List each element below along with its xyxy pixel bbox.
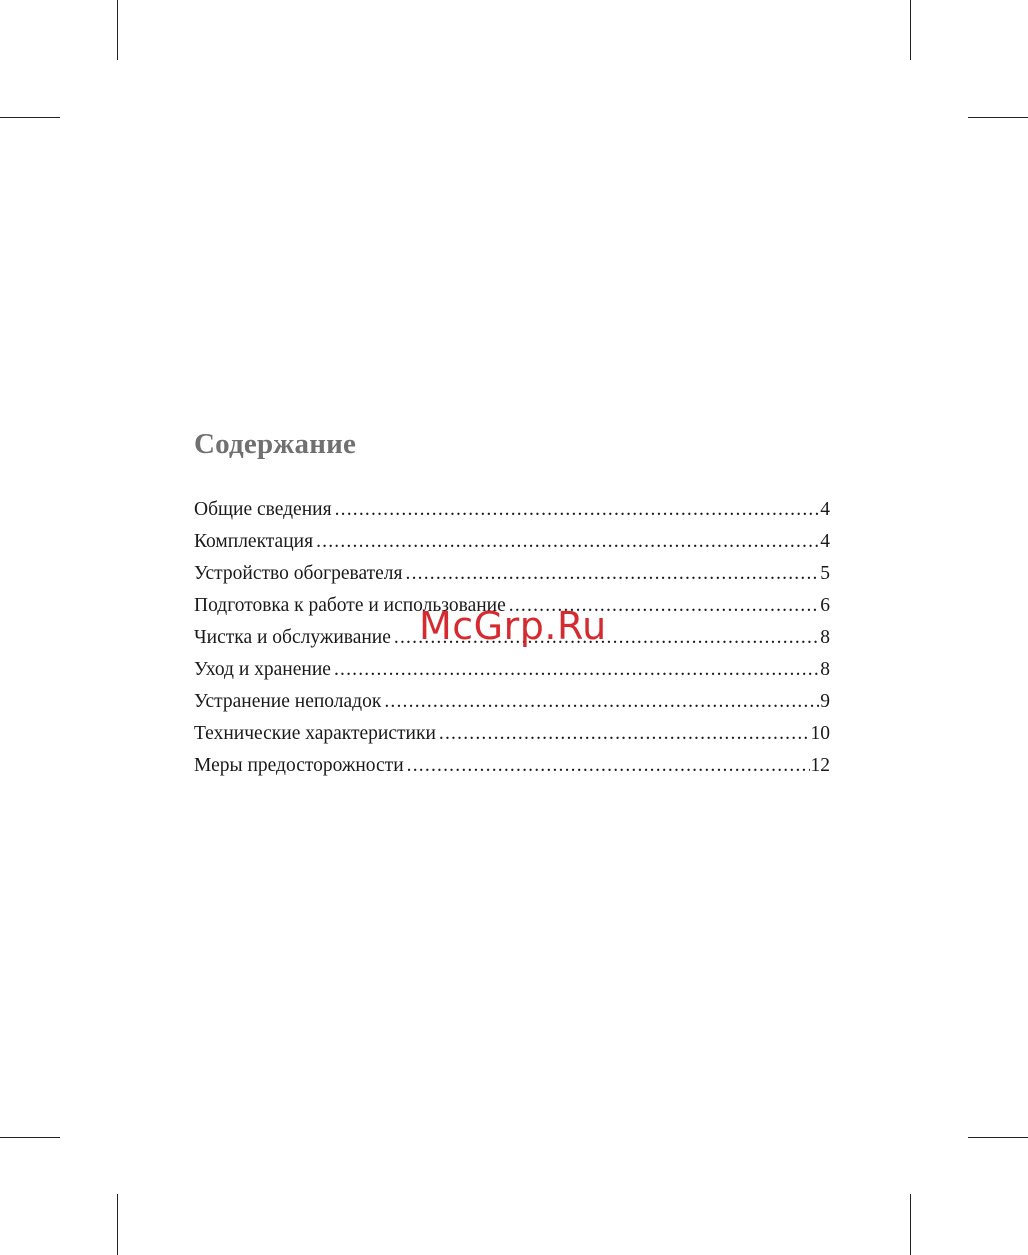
toc-entry-label: Комплектация	[194, 531, 314, 552]
crop-mark-bottom-right-horizontal	[968, 1137, 1028, 1138]
toc-entry[interactable]	[194, 561, 830, 593]
toc-entry-label: Подготовка к работе и использование	[194, 595, 506, 616]
toc-entry-page: 8	[820, 659, 830, 680]
crop-mark-top-left-horizontal	[0, 117, 60, 118]
toc-entry-page: 8	[820, 627, 830, 648]
toc-entry-label: Уход и хранение	[194, 659, 331, 680]
toc-leader-dots	[335, 497, 820, 523]
toc-entry-page: 5	[820, 563, 830, 584]
toc-leader-dots	[439, 721, 810, 747]
toc-entry-page: 6	[820, 595, 830, 616]
toc-entry-page: 9	[820, 691, 830, 712]
crop-mark-top-left-vertical	[117, 0, 118, 60]
toc-leader-dots	[407, 753, 810, 779]
toc-leader-dots	[316, 529, 819, 555]
toc-entry-label: Технические характеристики	[194, 723, 436, 744]
toc-entry[interactable]	[194, 657, 830, 689]
toc-leader-dots	[384, 689, 819, 715]
crop-mark-bottom-left-vertical	[117, 1194, 118, 1255]
toc-entry-page: 12	[810, 755, 830, 776]
toc-entry-page: 4	[820, 531, 830, 552]
toc-entry-label: Общие сведения	[194, 499, 332, 520]
toc-leader-dots	[406, 561, 820, 587]
toc-entry[interactable]	[194, 689, 830, 721]
toc-entry-page: 4	[820, 499, 830, 520]
watermark: McGrp.Ru	[419, 604, 607, 648]
toc-entry[interactable]	[194, 529, 830, 561]
toc-entry-label: Устройство обогревателя	[194, 563, 403, 584]
toc-title: Содержание	[194, 428, 357, 460]
toc-entry[interactable]	[194, 721, 830, 753]
crop-mark-bottom-left-horizontal	[0, 1137, 60, 1138]
toc-entry-label: Чистка и обслуживание	[194, 627, 391, 648]
toc-entry-page: 10	[810, 723, 830, 744]
toc-leader-dots	[334, 657, 819, 683]
crop-mark-bottom-right-vertical	[910, 1194, 911, 1255]
toc-entry[interactable]	[194, 497, 830, 529]
crop-mark-top-right-horizontal	[968, 117, 1028, 118]
crop-mark-top-right-vertical	[910, 0, 911, 60]
toc-entry[interactable]	[194, 753, 830, 785]
toc-entry-label: Устранение неполадок	[194, 691, 382, 712]
toc-entry-label: Меры предосторожности	[194, 755, 404, 776]
